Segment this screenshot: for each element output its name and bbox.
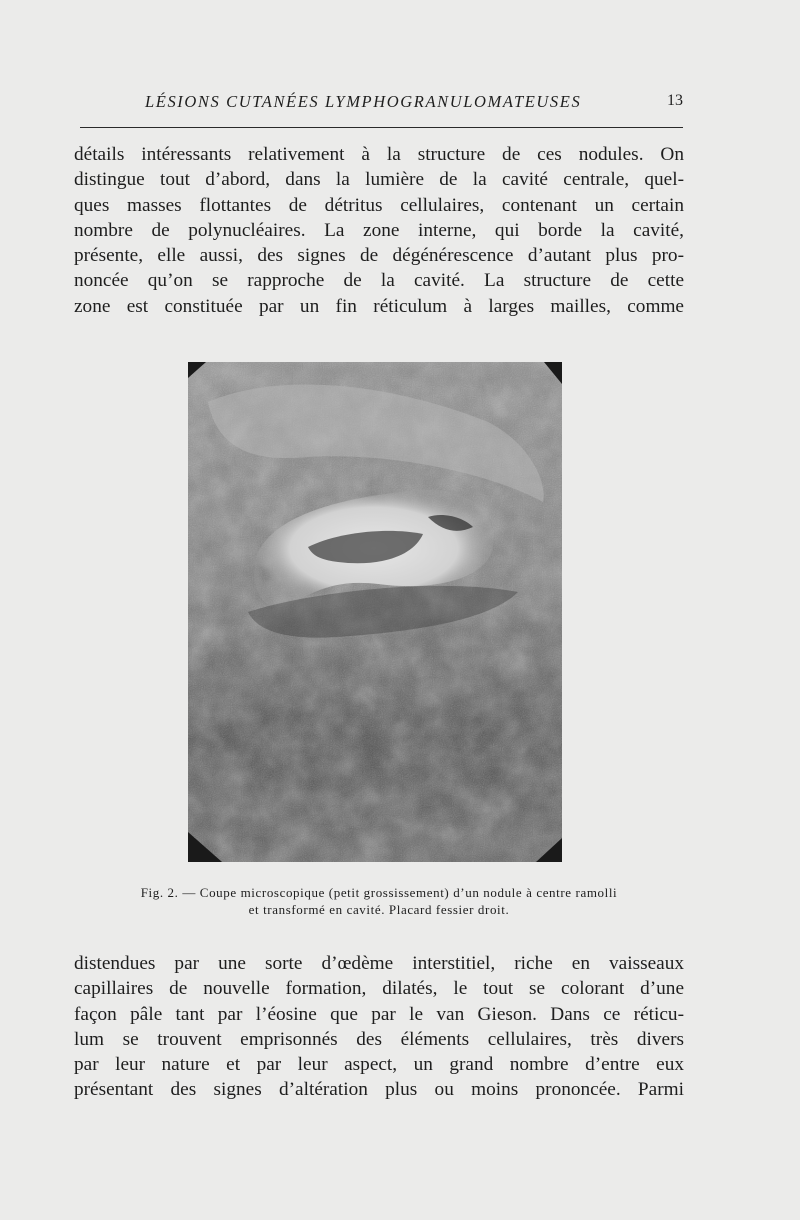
caption-line-1: [74, 884, 684, 901]
caption-line-2: et transformé en cavité. Placard fessier droit.: [248, 902, 510, 917]
header-rule: [80, 127, 683, 128]
caption-text-1: — Coupe microscopique (petit grossissement) d’un nodule à centre ramolli: [182, 885, 618, 900]
paragraph-bottom: [74, 951, 684, 1103]
text-line: zone est constituée par un fin réticulum à larges mailles, comme: [74, 295, 684, 317]
text-line: ques masses flottantes de détritus cellulaires, contenant un certain: [74, 194, 684, 216]
micrograph-image: [188, 362, 562, 862]
text-line: capillaires de nouvelle formation, dilatés, le tout se colorant d’une: [74, 978, 684, 1000]
figure-label: Fig. 2.: [140, 885, 179, 900]
running-title: LÉSIONS CUTANÉES LYMPHOGRANULOMATEUSES: [145, 92, 582, 111]
text-line: distendues par une sorte d’œdème interstitiel, riche en vaisseaux: [74, 953, 684, 974]
text-line: distingue tout d’abord, dans la lumière de la cavité centrale, quel-: [74, 169, 684, 191]
text-line: par leur nature et par leur aspect, un grand nombre d’entre eux: [74, 1054, 684, 1076]
text-line: noncée qu’on se rapproche de la cavité. La structure de cette: [74, 270, 684, 292]
text-line: présente, elle aussi, des signes de dégénérescence d’autant plus pro-: [74, 245, 684, 267]
text-line: nombre de polynucléaires. La zone interne, qui borde la cavité,: [74, 219, 684, 241]
text-line: lum se trouvent emprisonnés des éléments cellulaires, très divers: [74, 1028, 684, 1050]
running-head: [75, 92, 685, 118]
figure-caption: [74, 884, 684, 918]
micrograph-figure: [188, 362, 562, 862]
paragraph-top: [74, 142, 684, 319]
text-line: détails intéressants relativement à la structure de ces nodules. On: [74, 144, 684, 165]
text-line: présentant des signes d’altération plus ou moins prononcée. Parmi: [74, 1079, 684, 1101]
text-line: façon pâle tant par l’éosine que par le van Gieson. Dans ce réticu-: [74, 1003, 684, 1025]
page-number: 13: [667, 92, 683, 109]
